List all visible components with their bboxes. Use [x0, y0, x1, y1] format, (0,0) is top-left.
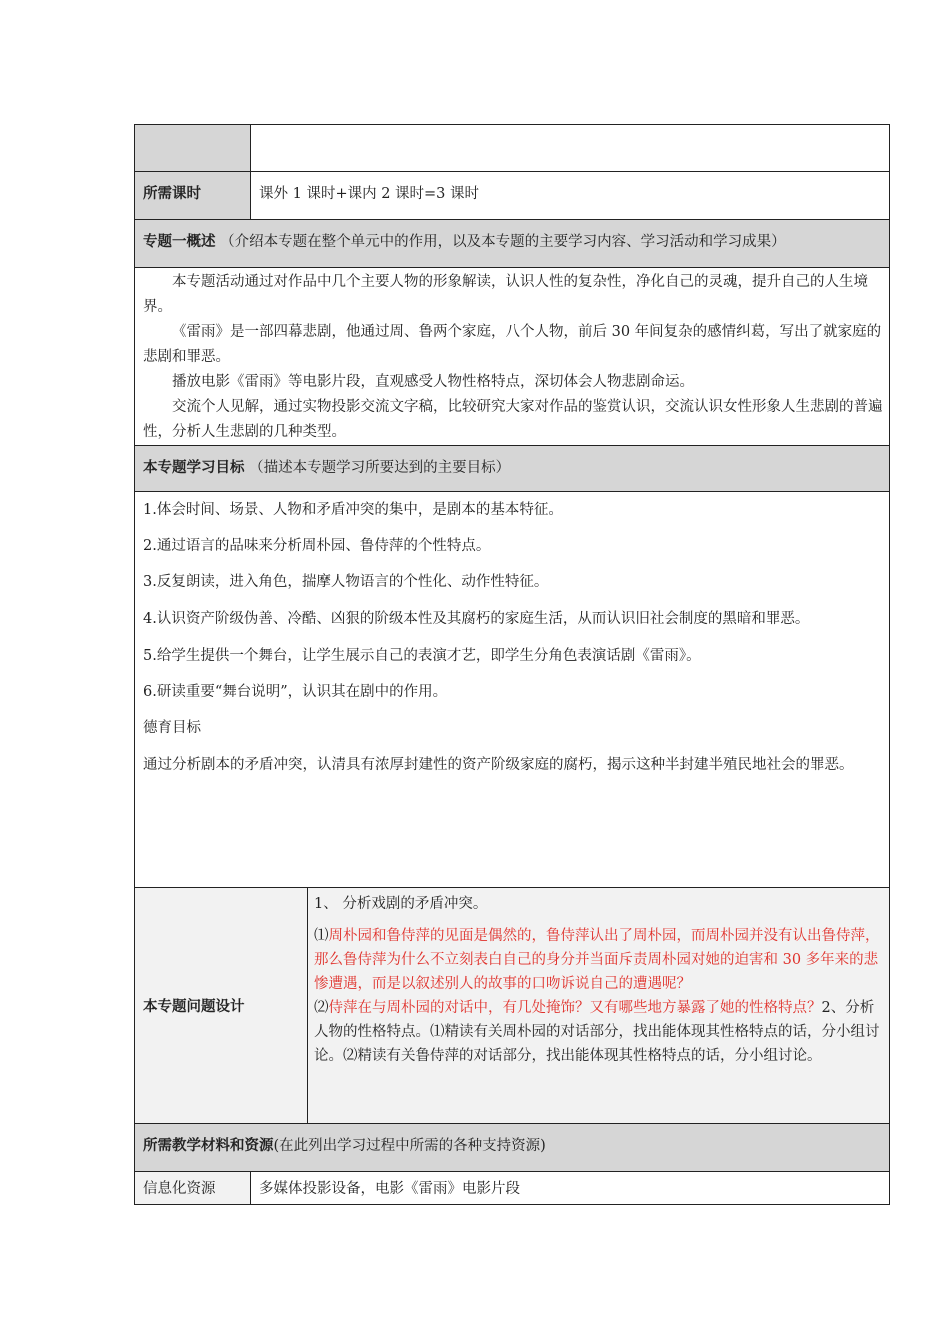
materials-header [135, 1124, 890, 1172]
resources-value: 多媒体投影设备，电影《雷雨》电影片段 [251, 1172, 890, 1205]
questions-label: 本专题问题设计 [135, 888, 308, 1124]
goal-item: 3.反复朗读，进入角色，揣摩人物语言的个性化、动作性特征。 [143, 574, 549, 590]
question-1b-text: 侍萍在与周朴园的对话中，有几处掩饰？又有哪些地方暴露了她的性格特点？ [328, 1000, 822, 1016]
questions-body [308, 888, 890, 1124]
overview-header [135, 220, 890, 268]
question-1a-text: 周朴园和鲁侍萍的见面是偶然的，鲁侍萍认出了周朴园，而周朴园并没有认出鲁侍萍，那么鲁侍萍为什么不立刻表白自己的身分并当面斥责周朴园对她的迫害和 30 多年来的悲惨遭遇，而是以叙述别人的故事的口吻诉说自己的遭遇呢？ [314, 928, 880, 992]
question-1a-mark: ⑴ [314, 928, 329, 944]
overview-label: 专题一概述 [143, 234, 216, 250]
overview-paragraph: 播放电影《雷雨》等电影片段，直观感受人物性格特点，深切体会人物悲剧命运。 [172, 374, 694, 390]
moral-goal-title: 德育目标 [143, 720, 201, 736]
goals-header [135, 446, 890, 492]
overview-paragraph: 本专题活动通过对作品中几个主要人物的形象解读，认识人性的复杂性，净化自己的灵魂，提升自己的人生境界。 [143, 274, 868, 315]
blank-value-cell [251, 125, 890, 172]
lesson-plan-table [134, 124, 889, 1205]
hours-label: 所需课时 [135, 172, 251, 220]
goal-item: 1.体会时间、场景、人物和矛盾冲突的集中，是剧本的基本特征。 [143, 502, 563, 518]
question-1b-mark: ⑵ [314, 1000, 329, 1016]
hours-value: 课外 1 课时+课内 2 课时=3 课时 [251, 172, 890, 220]
goals-note: （描述本专题学习所要达到的主要目标） [249, 460, 511, 476]
moral-goal-text: 通过分析剧本的矛盾冲突，认清具有浓厚封建性的资产阶级家庭的腐朽，揭示这种半封建半殖民地社会的罪恶。 [143, 757, 854, 773]
overview-paragraph: 《雷雨》是一部四幕悲剧，他通过周、鲁两个家庭，八个人物，前后 30 年间复杂的感情纠葛，写出了就家庭的悲剧和罪恶。 [143, 324, 882, 365]
overview-paragraph: 交流个人见解，通过实物投影交流文字稿，比较研究大家对作品的鉴赏认识，交流认识女性形象人生悲剧的普遍性，分析人生悲剧的几种类型。 [143, 399, 883, 440]
overview-body [135, 268, 890, 446]
blank-label-cell [135, 125, 251, 172]
goal-item: 6.研读重要“舞台说明”，认识其在剧中的作用。 [143, 684, 448, 700]
goal-item: 2.通过语言的品味来分析周朴园、鲁侍萍的个性特点。 [143, 538, 491, 554]
goal-item: 5.给学生提供一个舞台，让学生展示自己的表演才艺，即学生分角色表演话剧《雷雨》。 [143, 648, 701, 664]
question-2-text: 2、分析人物的性格特点。⑴精读有关周朴园的对话部分，找出能体现其性格特点的话，分小组讨论。⑵精读有关鲁侍萍的对话部分，找出能体现其性格特点的话，分小组讨论。 [314, 1000, 880, 1064]
goals-body [135, 492, 890, 888]
goal-item: 4.认识资产阶级伪善、冷酷、凶狠的阶级本性及其腐朽的家庭生活，从而认识旧社会制度的黑暗和罪恶。 [143, 611, 810, 627]
overview-note: （介绍本专题在整个单元中的作用，以及本专题的主要学习内容、学习活动和学习成果） [220, 234, 786, 250]
resources-label: 信息化资源 [135, 1172, 251, 1205]
materials-label: 所需教学材料和资源 [143, 1138, 274, 1154]
materials-note: (在此列出学习过程中所需的各种支持资源) [273, 1138, 546, 1154]
goals-label: 本专题学习目标 [143, 460, 245, 476]
question-1-title: 1、 分析戏剧的矛盾冲突。 [314, 896, 488, 912]
